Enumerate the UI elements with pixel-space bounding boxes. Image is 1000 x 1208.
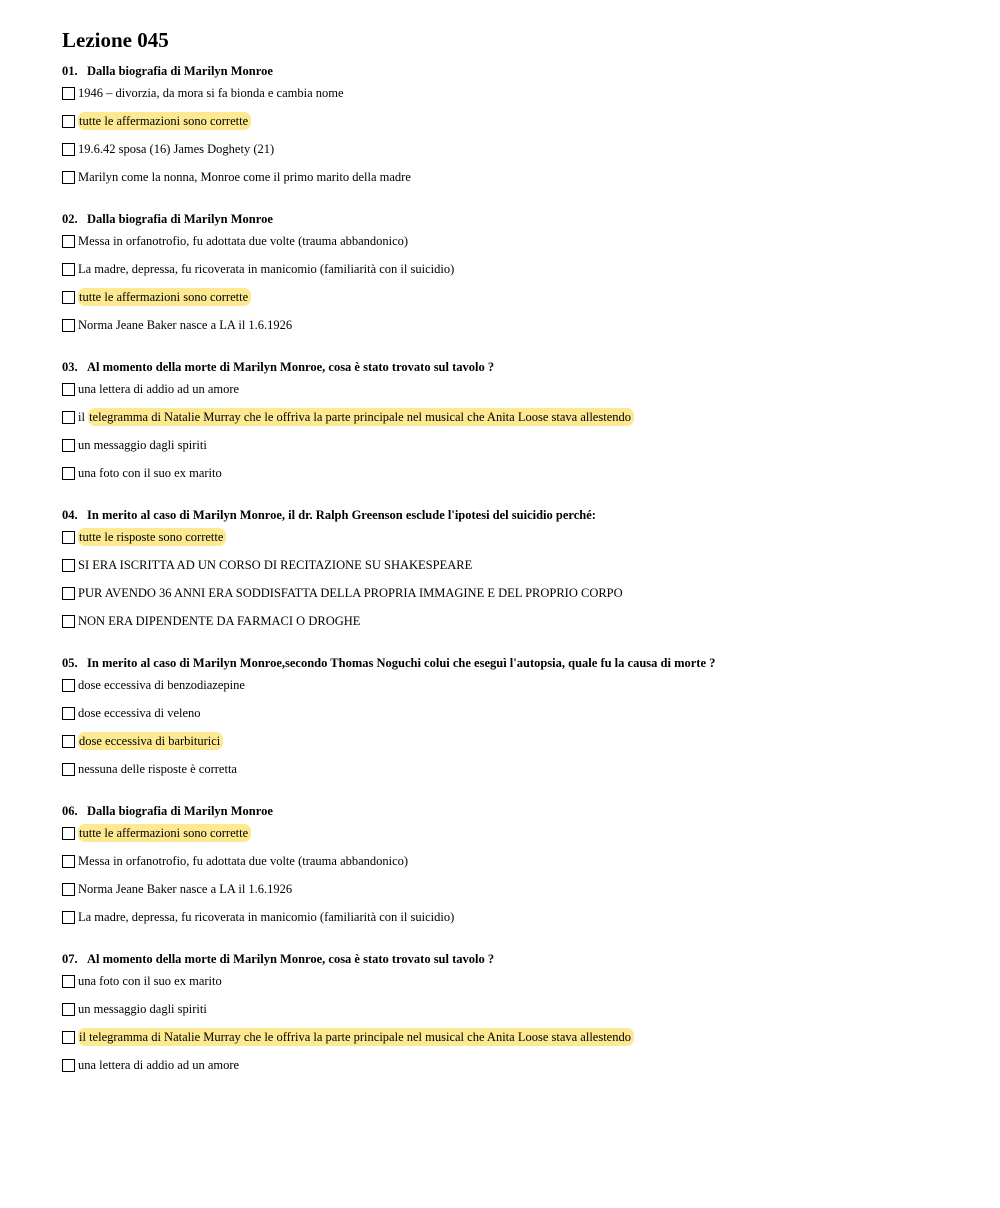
checkbox[interactable] [62,171,75,184]
highlighted-answer-text: tutte le affermazioni sono corrette [78,824,251,842]
answer-text: Messa in orfanotrofio, fu adottata due volte (trauma abbandonico) [78,234,409,248]
highlighted-answer-text: il telegramma di Natalie Murray che le offriva la parte principale nel musical che Anita Loose stava allestendo [78,1028,634,1046]
answer-option[interactable] [62,255,962,283]
answer-text: una lettera di addio ad un amore [78,1058,240,1072]
question-text: Al momento della morte di Marilyn Monroe, cosa è stato trovato sul tavolo ? [87,952,495,966]
checkbox[interactable] [62,439,75,452]
checkbox[interactable] [62,115,75,128]
question-number: 06. [62,804,78,818]
checkbox[interactable] [62,559,75,572]
answer-option[interactable] [62,607,962,635]
question-number: 03. [62,360,78,374]
answer-option[interactable] [62,579,962,607]
checkbox[interactable] [62,143,75,156]
question-04 [62,506,962,635]
checkbox[interactable] [62,383,75,396]
question-text: Dalla biografia di Marilyn Monroe [87,64,273,78]
answer-text: PUR AVENDO 36 ANNI ERA SODDISFATTA DELLA PROPRIA IMMAGINE E DEL PROPRIO CORPO [78,586,623,600]
checkbox[interactable] [62,87,75,100]
checkbox[interactable] [62,735,75,748]
question-01 [62,62,962,191]
question-number: 04. [62,508,78,522]
answer-option[interactable] [62,1023,962,1051]
answer-option[interactable] [62,847,962,875]
answer-text: dose eccessiva di benzodiazepine [78,678,245,692]
question-heading [62,654,962,672]
answer-option[interactable] [62,727,962,755]
checkbox[interactable] [62,235,75,248]
answer-text: NON ERA DIPENDENTE DA FARMACI O DROGHE [78,614,361,628]
checkbox[interactable] [62,1003,75,1016]
checkbox[interactable] [62,615,75,628]
answer-option[interactable] [62,403,962,431]
question-06 [62,802,962,931]
answer-text: una lettera di addio ad un amore [78,382,240,396]
answer-option[interactable] [62,523,962,551]
question-number: 07. [62,952,78,966]
checkbox[interactable] [62,291,75,304]
highlighted-answer-text: dose eccessiva di barbiturici [78,732,223,750]
question-07 [62,950,962,1079]
answer-text: SI ERA ISCRITTA AD UN CORSO DI RECITAZIONE SU SHAKESPEARE [78,558,473,572]
question-text: Dalla biografia di Marilyn Monroe [87,804,273,818]
answer-text: La madre, depressa, fu ricoverata in manicomio (familiarità con il suicidio) [78,910,455,924]
question-text: In merito al caso di Marilyn Monroe,secondo Thomas Noguchi colui che eseguì l'autopsia, quale fu la causa di morte ? [87,656,716,670]
question-heading [62,950,962,968]
question-number: 05. [62,656,78,670]
question-03 [62,358,962,487]
checkbox[interactable] [62,827,75,840]
question-02 [62,210,962,339]
answer-option[interactable] [62,875,962,903]
answer-option[interactable] [62,459,962,487]
checkbox[interactable] [62,883,75,896]
question-text: Dalla biografia di Marilyn Monroe [87,212,273,226]
answer-option[interactable] [62,79,962,107]
answer-option[interactable] [62,755,962,783]
question-text: Al momento della morte di Marilyn Monroe, cosa è stato trovato sul tavolo ? [87,360,495,374]
quiz-page [62,27,962,1079]
answer-text: Norma Jeane Baker nasce a LA il 1.6.1926 [78,318,293,332]
question-heading [62,358,962,376]
answer-text: La madre, depressa, fu ricoverata in manicomio (familiarità con il suicidio) [78,262,455,276]
answer-option[interactable] [62,163,962,191]
checkbox[interactable] [62,975,75,988]
answer-option[interactable] [62,311,962,339]
question-heading [62,802,962,820]
question-heading [62,62,962,80]
answer-text: 19.6.42 sposa (16) James Doghety (21) [78,142,275,156]
answer-text: Marilyn come la nonna, Monroe come il primo marito della madre [78,170,411,184]
checkbox[interactable] [62,531,75,544]
checkbox[interactable] [62,587,75,600]
page-title: Lezione 045 [62,28,169,52]
answer-option[interactable] [62,995,962,1023]
checkbox[interactable] [62,707,75,720]
answer-text: Messa in orfanotrofio, fu adottata due volte (trauma abbandonico) [78,854,409,868]
highlighted-answer-text: tutte le affermazioni sono corrette [78,288,251,306]
checkbox[interactable] [62,911,75,924]
answer-option[interactable] [62,903,962,931]
answer-prefix: il [78,410,89,424]
question-heading [62,506,962,524]
checkbox[interactable] [62,263,75,276]
checkbox[interactable] [62,763,75,776]
highlighted-answer-text: tutte le risposte sono corrette [78,528,226,546]
answer-text: 1946 – divorzia, da mora si fa bionda e cambia nome [78,86,344,100]
answer-option[interactable] [62,967,962,995]
highlighted-answer-text: tutte le affermazioni sono corrette [78,112,251,130]
answer-text: dose eccessiva di veleno [78,706,201,720]
answer-text: Norma Jeane Baker nasce a LA il 1.6.1926 [78,882,293,896]
checkbox[interactable] [62,319,75,332]
answer-text: un messaggio dagli spiriti [78,1002,207,1016]
answer-text: un messaggio dagli spiriti [78,438,207,452]
question-heading [62,210,962,228]
answer-text: nessuna delle risposte è corretta [78,762,237,776]
answer-option[interactable] [62,699,962,727]
answer-option[interactable] [62,135,962,163]
checkbox[interactable] [62,855,75,868]
answer-text: una foto con il suo ex marito [78,974,222,988]
answer-option[interactable] [62,1051,962,1079]
checkbox[interactable] [62,411,75,424]
answer-option[interactable] [62,551,962,579]
question-text: In merito al caso di Marilyn Monroe, il dr. Ralph Greenson esclude l'ipotesi del suicidio perché: [87,508,596,522]
answer-option[interactable] [62,671,962,699]
checkbox[interactable] [62,467,75,480]
answer-option[interactable] [62,431,962,459]
checkbox[interactable] [62,1031,75,1044]
answer-option[interactable] [62,107,962,135]
answer-option[interactable] [62,819,962,847]
answer-option[interactable] [62,283,962,311]
question-05 [62,654,962,783]
question-number: 02. [62,212,78,226]
question-number: 01. [62,64,78,78]
answer-option[interactable] [62,375,962,403]
highlighted-answer-text: telegramma di Natalie Murray che le offriva la parte principale nel musical che Anita Loose stava allestendo [88,408,634,426]
checkbox[interactable] [62,1059,75,1072]
checkbox[interactable] [62,679,75,692]
answer-option[interactable] [62,227,962,255]
answer-text: una foto con il suo ex marito [78,466,222,480]
